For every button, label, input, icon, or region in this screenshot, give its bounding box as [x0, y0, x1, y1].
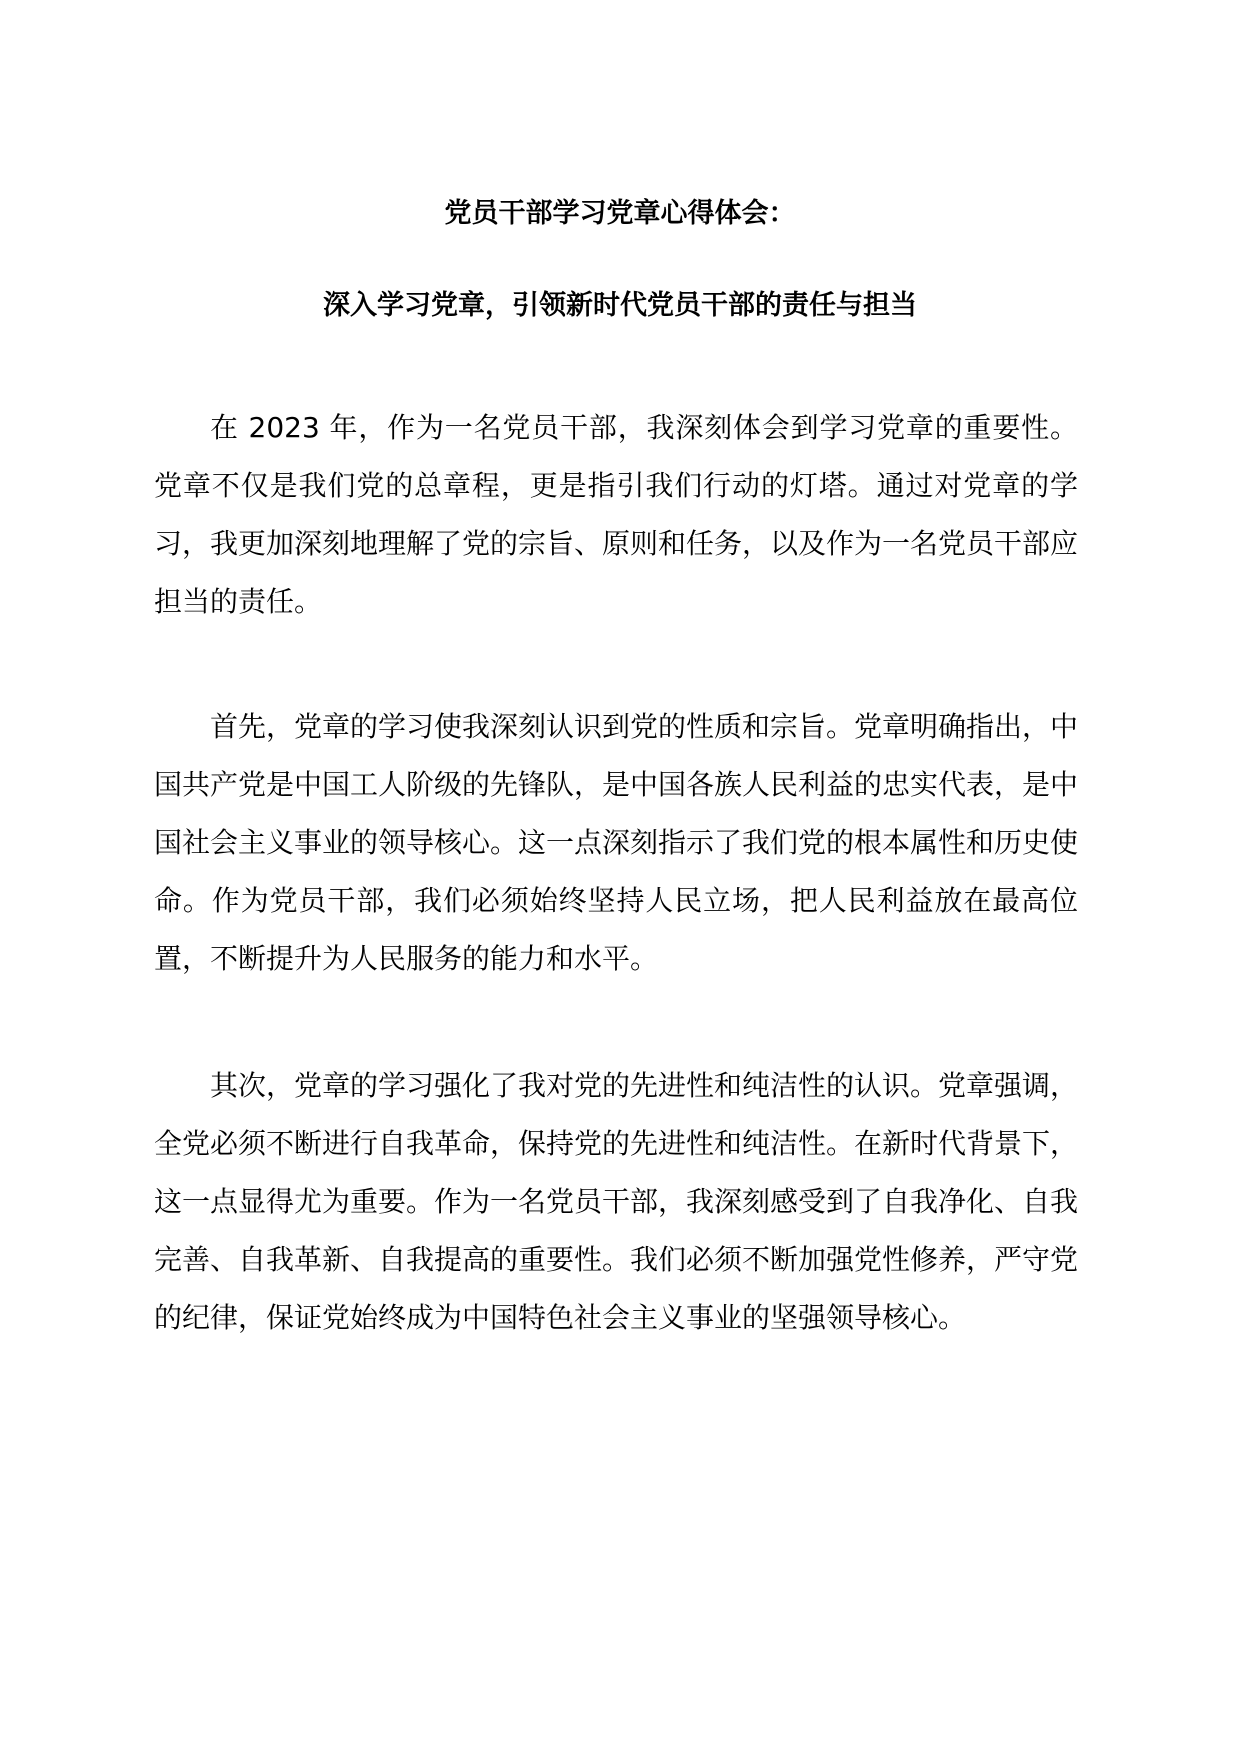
body-paragraph-2: 首先，党章的学习使我深刻认识到党的性质和宗旨。党章明确指出，中国共产党是中国工人阶级的先锋队，是中国各族人民利益的忠实代表，是中国社会主义事业的领导核心。这一点深刻指示了我们党的根本属性和历史使命。作为党员干部，我们必须始终坚持人民立场，把人民利益放在最高位置，不断提升为人民服务的能力和水平。: [154, 710, 1079, 975]
document-subtitle: 深入学习党章，引领新时代党员干部的责任与担当: [323, 290, 917, 321]
body-paragraph-3: 其次，党章的学习强化了我对党的先进性和纯洁性的认识。党章强调，全党必须不断进行自我革命，保持党的先进性和纯洁性。在新时代背景下，这一点显得尤为重要。作为一名党员干部，我深刻感受到了自我净化、自我完善、自我革新、自我提高的重要性。我们必须不断加强党性修养，严守党的纪律，保证党始终成为中国特色社会主义事业的坚强领导核心。: [154, 1069, 1079, 1334]
document-title: 党员干部学习党章心得体会：: [444, 198, 796, 229]
body-paragraph-1: 在 2023 年，作为一名党员干部，我深刻体会到学习党章的重要性。党章不仅是我们党的总章程，更是指引我们行动的灯塔。通过对党章的学习，我更加深刻地理解了党的宗旨、原则和任务，以及作为一名党员干部应担当的责任。: [154, 411, 1079, 618]
